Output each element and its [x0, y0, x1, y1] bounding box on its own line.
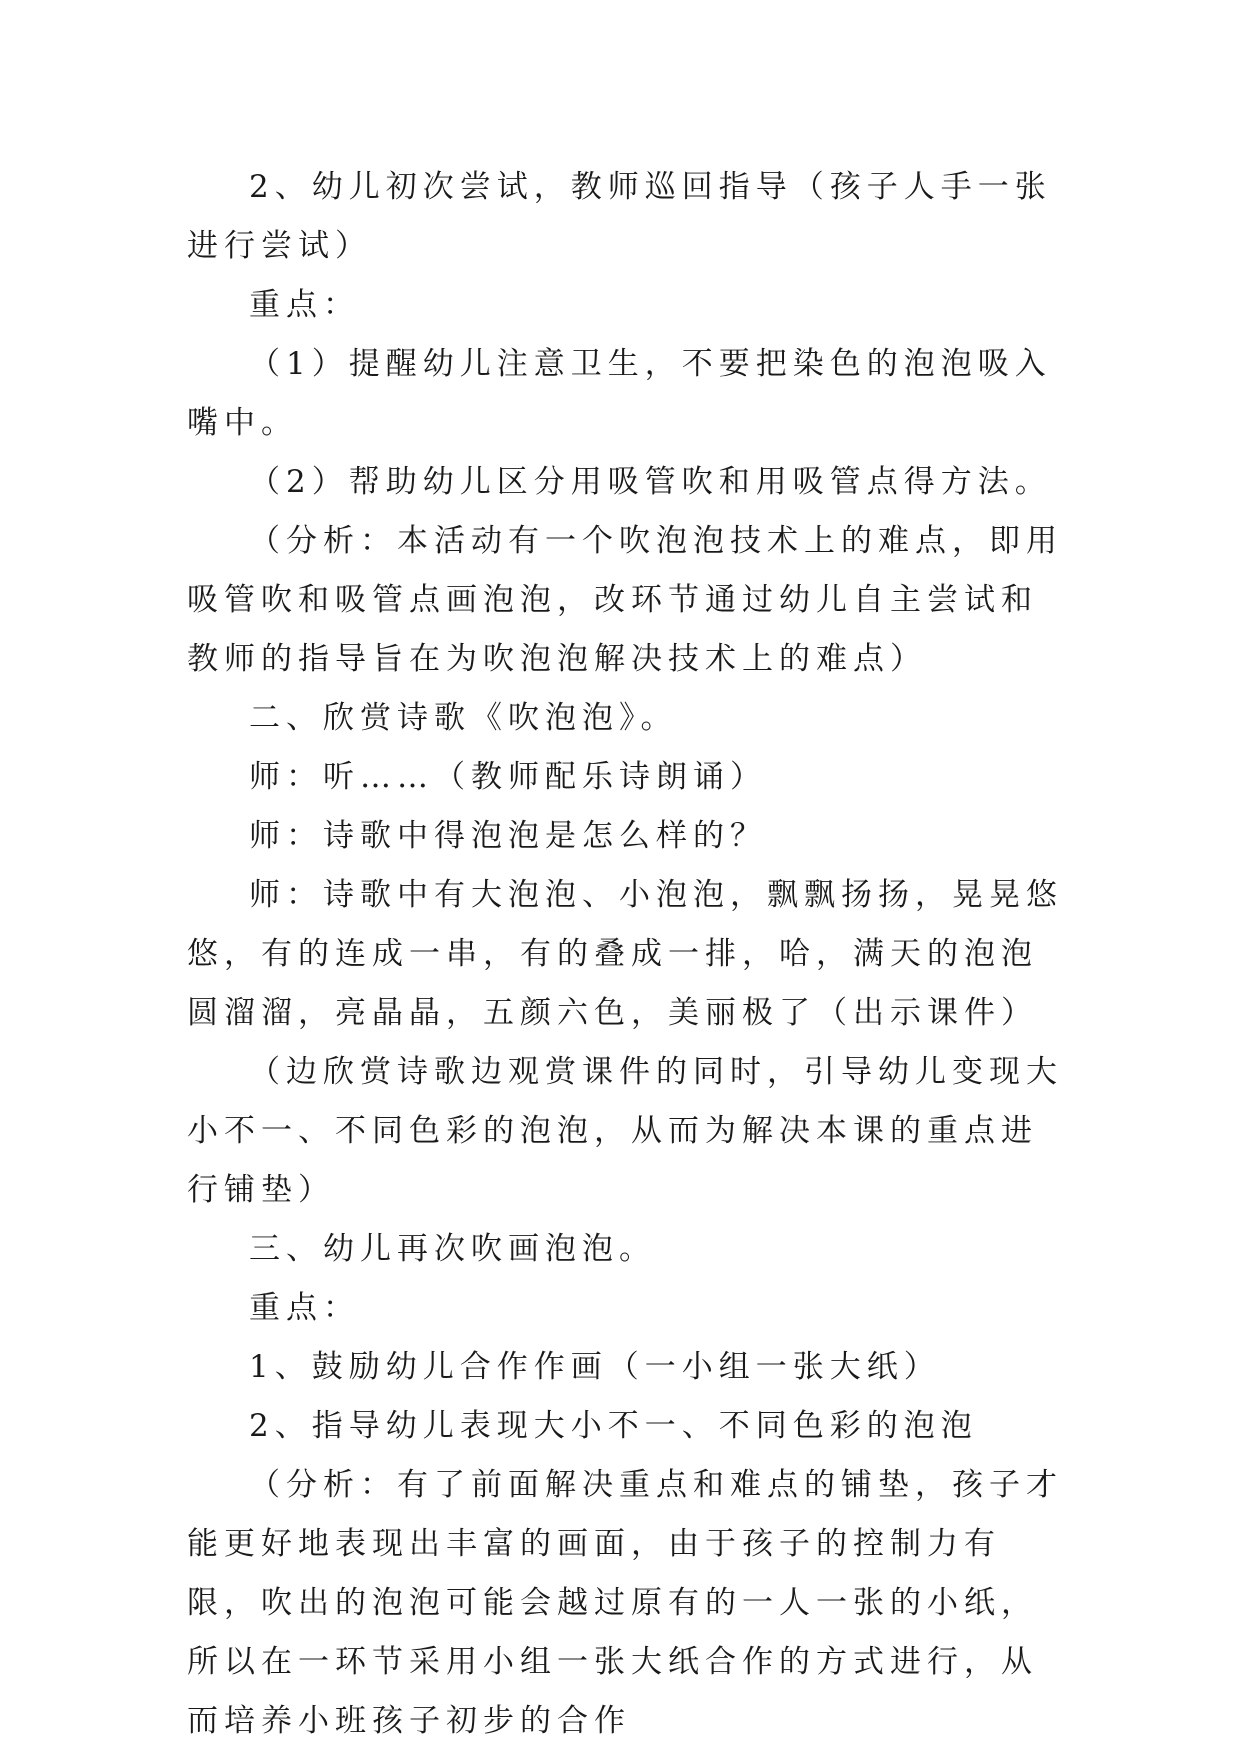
paragraph-teacher-question: 师：诗歌中得泡泡是怎么样的？ [249, 818, 767, 854]
paragraph-analysis-difficulty: （分析：本活动有一个吹泡泡技术上的难点，即用吸管吹和吸管点画泡泡，改环节通过幼儿自主尝试和教师的指导旨在为吹泡泡解决技术上的难点） [187, 523, 1063, 677]
paragraph-teacher-listen: 师：听……（教师配乐诗朗诵） [249, 759, 767, 795]
paragraph-teacher-description: 师：诗歌中有大泡泡、小泡泡，飘飘扬扬，晃晃悠悠，有的连成一串，有的叠成一排，哈，满天的泡泡圆溜溜，亮晶晶，五颜六色，美丽极了（出示课件） [187, 877, 1063, 1031]
paragraph-section-three-heading: 三、幼儿再次吹画泡泡。 [249, 1231, 656, 1267]
paragraph-key-point-heading-2: 重点： [249, 1290, 360, 1326]
paragraph-straw-method: （2）帮助幼儿区分用吸管吹和用吸管点得方法。 [249, 464, 1052, 500]
paragraph-analysis-cooperation: （分析：有了前面解决重点和难点的铺垫，孩子才能更好地表现出丰富的画面，由于孩子的控制力有限，吹出的泡泡可能会越过原有的一人一张的小纸，所以在一环节采用小组一张大纸合作的方式进行，从而培养小班孩子初步的合作 [187, 1467, 1063, 1739]
paragraph-appreciation-note: （边欣赏诗歌边观赏课件的同时，引导幼儿变现大小不一、不同色彩的泡泡，从而为解决本课的重点进行铺垫） [187, 1054, 1063, 1208]
paragraph-cooperation: 1、鼓励幼儿合作作画（一小组一张大纸） [249, 1349, 941, 1385]
paragraph-section-two-heading: 二、欣赏诗歌《吹泡泡》。 [249, 700, 678, 736]
paragraph-key-point-heading: 重点： [249, 287, 360, 323]
document-page [187, 158, 1067, 1751]
paragraph-hygiene-reminder: （1）提醒幼儿注意卫生，不要把染色的泡泡吸入嘴中。 [187, 346, 1052, 441]
paragraph-size-color: 2、指导幼儿表现大小不一、不同色彩的泡泡 [249, 1408, 978, 1444]
paragraph-trial-step: 2、幼儿初次尝试，教师巡回指导（孩子人手一张进行尝试） [187, 169, 1052, 264]
